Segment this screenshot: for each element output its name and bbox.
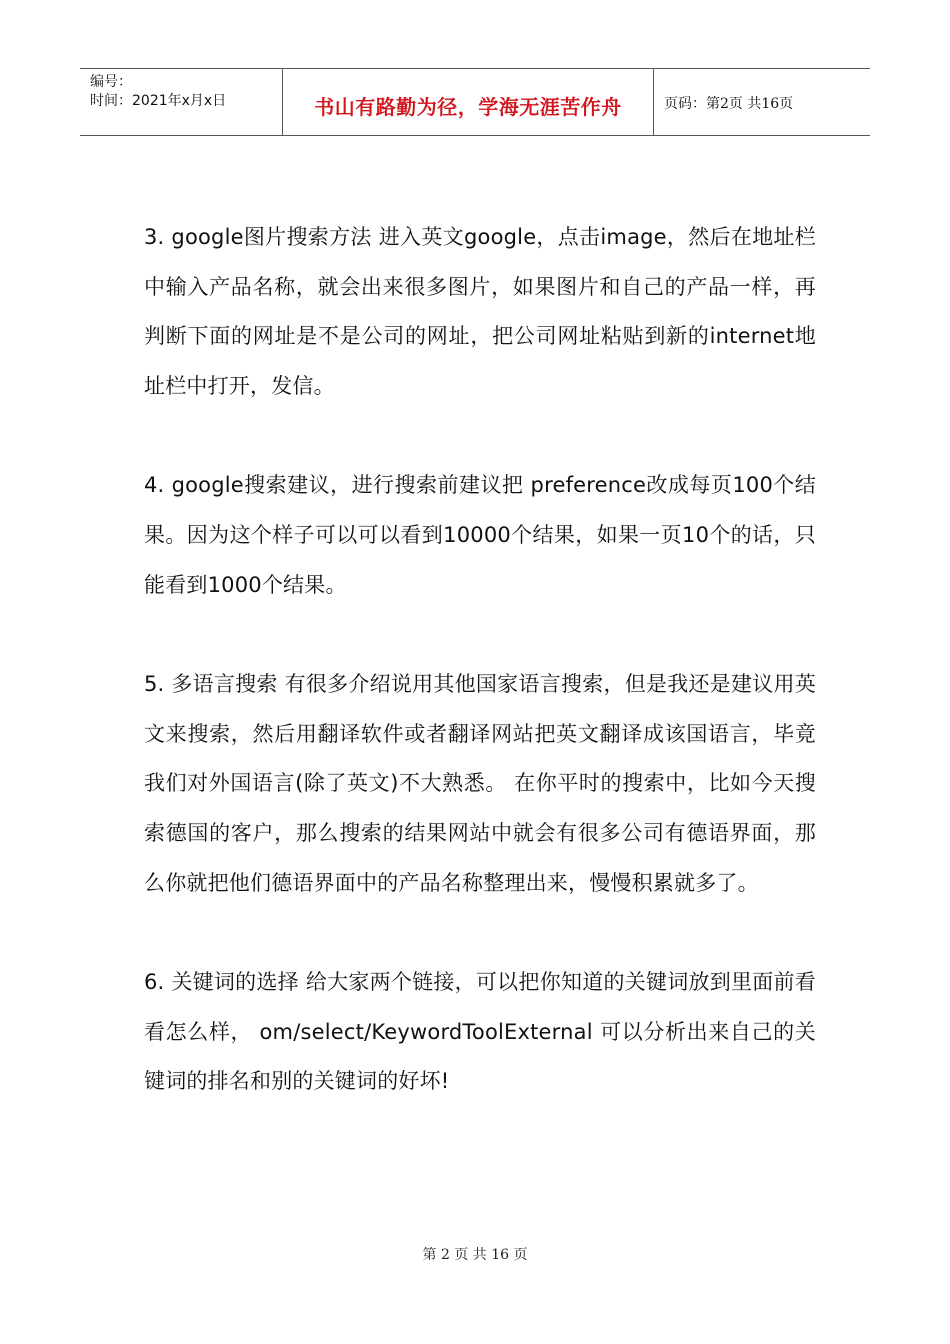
document-number-label: 编号： xyxy=(90,74,132,90)
document-time-label: 时间：2021年x月x日 xyxy=(90,93,227,109)
header-page-number: 页码：第2页 共16页 xyxy=(664,96,794,112)
header-motto: 书山有路勤为径，学海无涯苦作舟 xyxy=(314,94,622,119)
paragraph-google-search-tips: 4. google搜索建议，进行搜索前建议把 preference改成每页100个结果。因为这个样子可以可以看到10000个结果，如果一页10个的话，只能看到1000个结果。 xyxy=(144,473,816,597)
header-meta xyxy=(80,69,282,135)
paragraph-google-image-search: 3. google图片搜索方法 进入英文google，点击image，然后在地址栏中输入产品名称，就会出来很多图片，如果图片和自己的产品一样，再判断下面的网址是不是公司的网址，把公司网址粘贴到新的internet地址栏中打开，发信。 xyxy=(144,225,816,399)
document-body xyxy=(144,213,816,1157)
header-motto-cell xyxy=(282,69,654,135)
footer-page-number: 第 2 页 共 16 页 xyxy=(422,1247,528,1263)
page-footer xyxy=(0,1244,950,1264)
page-header xyxy=(80,68,870,136)
paragraph-multilanguage-search: 5. 多语言搜索 有很多介绍说用其他国家语言搜索，但是我还是建议用英文来搜索，然后用翻译软件或者翻译网站把英文翻译成该国语言，毕竟我们对外国语言(除了英文)不大熟悉。 在你平时的搜索中，比如今天搜索德国的客户，那么搜索的结果网站中就会有很多公司有德语界面，那么你就把他们德语界面中的产品名称整理出来，慢慢积累就多了。 xyxy=(144,671,816,895)
header-page-info xyxy=(654,69,870,135)
paragraph-keyword-selection: 6. 关键词的选择 给大家两个链接，可以把你知道的关键词放到里面前看看怎么样， om/select/KeywordToolExternal 可以分析出来自己的关键词的排名和别的关键词的好坏! xyxy=(144,969,816,1094)
